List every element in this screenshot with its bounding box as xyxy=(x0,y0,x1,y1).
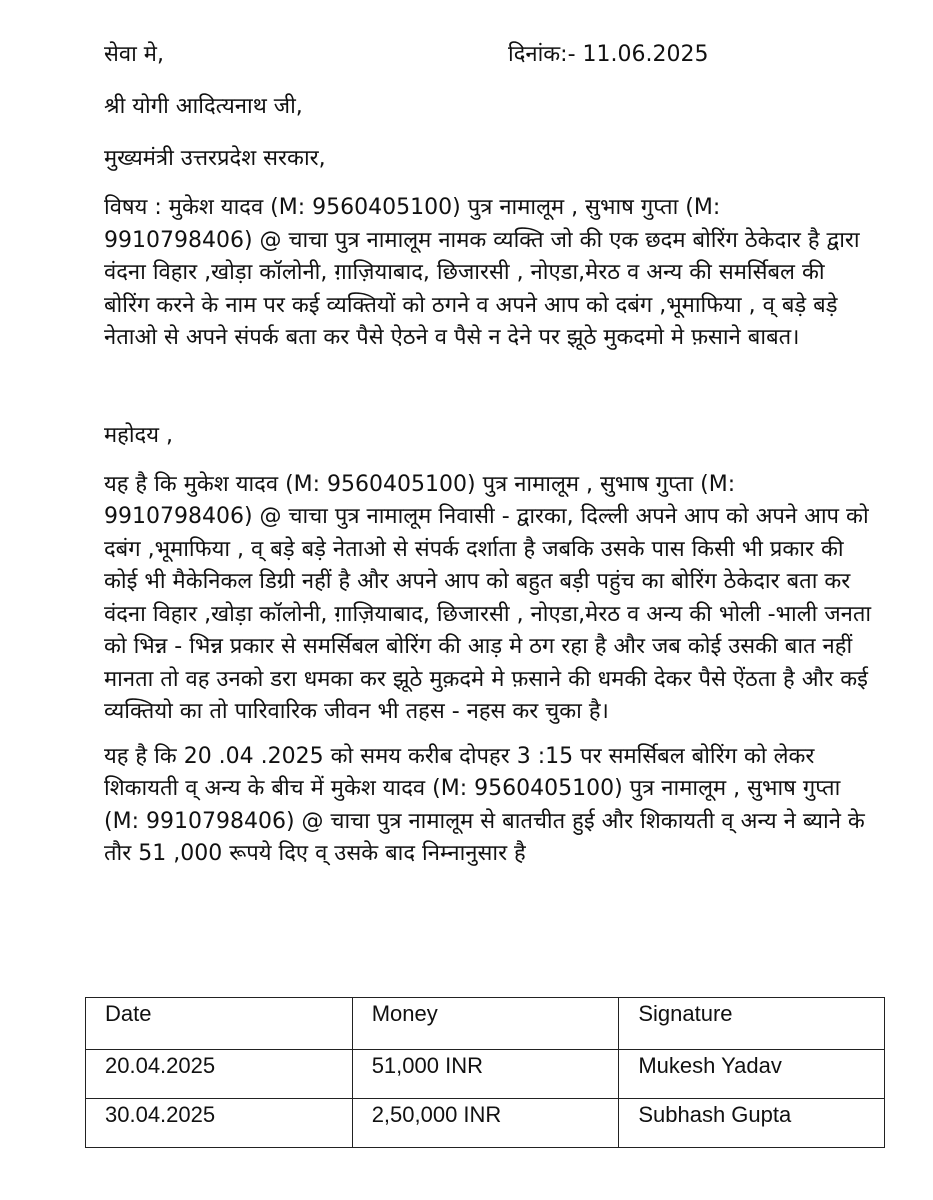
salutation: महोदय , xyxy=(104,422,173,448)
addressee-name: श्री योगी आदित्यनाथ जी, xyxy=(104,94,303,119)
column-header-money: Money xyxy=(352,998,619,1050)
body-paragraph: यह है कि मुकेश यादव (M: 9560405100) पुत्र नामालूम , सुभाष गुप्ता (M: 9910798406) @ चाचा पुत्र नामालूम निवासी - द्वारका, दिल्ली अपने आप को अपने आप को दबंग ,भूमाफिया , व् बड़े बड़े नेताओ से संपर्क दर्शाता है जबकि उसके पास किसी भी प्रकार की कोई भी मैकेनिकल डिग्री नहीं है और अपने आप को बहुत बड़ी पहुंच का बोरिंग ठेकेदार बता कर वंदना विहार ,खोड़ा कॉलोनी, ग़ाज़ियाबाद, छिजारसी , नोएडा,मेरठ व अन्य की भोली -भाली जनता को भिन्न - भिन्न प्रकार से समर्सिबल बोरिंग की आड़ मे ठग रहा है और जब कोई उसकी बात नहीं मानता तो वह उनको डरा धमका कर झूठे मुक़दमे मे फ़साने की धमकी देकर पैसे ऐंठता है और कई व्यक्तियो का तो पारिवारिक जीवन भी तहस - नहस कर चुका है। xyxy=(104,471,872,724)
addressee-designation: मुख्यमंत्री उत्तरप्रदेश सरकार, xyxy=(104,146,326,171)
cell-date: 20.04.2025 xyxy=(86,1050,353,1099)
letter-date: दिनांक:- 11.06.2025 xyxy=(508,42,709,67)
letter xyxy=(104,40,874,871)
cell-date: 30.04.2025 xyxy=(86,1099,353,1148)
cell-money: 51,000 INR xyxy=(352,1050,619,1099)
subject-paragraph: विषय : मुकेश यादव (M: 9560405100) पुत्र नामालूम , सुभाष गुप्ता (M: 9910798406) @ चाचा पुत्र नामालूम नामक व्यक्ति जो की एक छदम बोरिंग ठेकेदार है द्वारा वंदना विहार ,खोड़ा कॉलोनी, ग़ाज़ियाबाद, छिजारसी , नोएडा,मेरठ व अन्य की समर्सिबल की बोरिंग करने के नाम पर कई व्यक्तियों को ठगने व अपने आप को दबंग ,भूमाफिया , व् बड़े बड़े नेताओ से अपने संपर्क बता कर पैसे ऐठने व पैसे न देने पर झूठे मुकदमो मे फ़साने बाबत। xyxy=(104,195,860,350)
column-header-signature: Signature xyxy=(619,998,885,1050)
body-paragraph: यह है कि 20 .04 .2025 को समय करीब दोपहर 3 :15 पर समर्सिबल बोरिंग को लेकर शिकायती व् अन्य के बीच में मुकेश यादव (M: 9560405100) पुत्र नामालूम , सुभाष गुप्ता (M: 9910798406) @ चाचा पुत्र नामालूम से बातचीत हुई और शिकायती व् अन्य ने ब्याने के तौर 51 ,000 रूपये दिए व् उसके बाद निम्नानुसार है xyxy=(104,743,865,866)
table-row xyxy=(86,1050,885,1099)
column-header-date: Date xyxy=(86,998,353,1050)
cell-signature: Subhash Gupta xyxy=(619,1099,885,1148)
cell-signature: Mukesh Yadav xyxy=(619,1050,885,1099)
payment-table xyxy=(85,997,885,1148)
letter-header xyxy=(104,40,874,74)
table-row xyxy=(86,1099,885,1148)
cell-money: 2,50,000 INR xyxy=(352,1099,619,1148)
table-header-row xyxy=(86,998,885,1050)
recipient-salutation: सेवा मे, xyxy=(104,42,164,67)
